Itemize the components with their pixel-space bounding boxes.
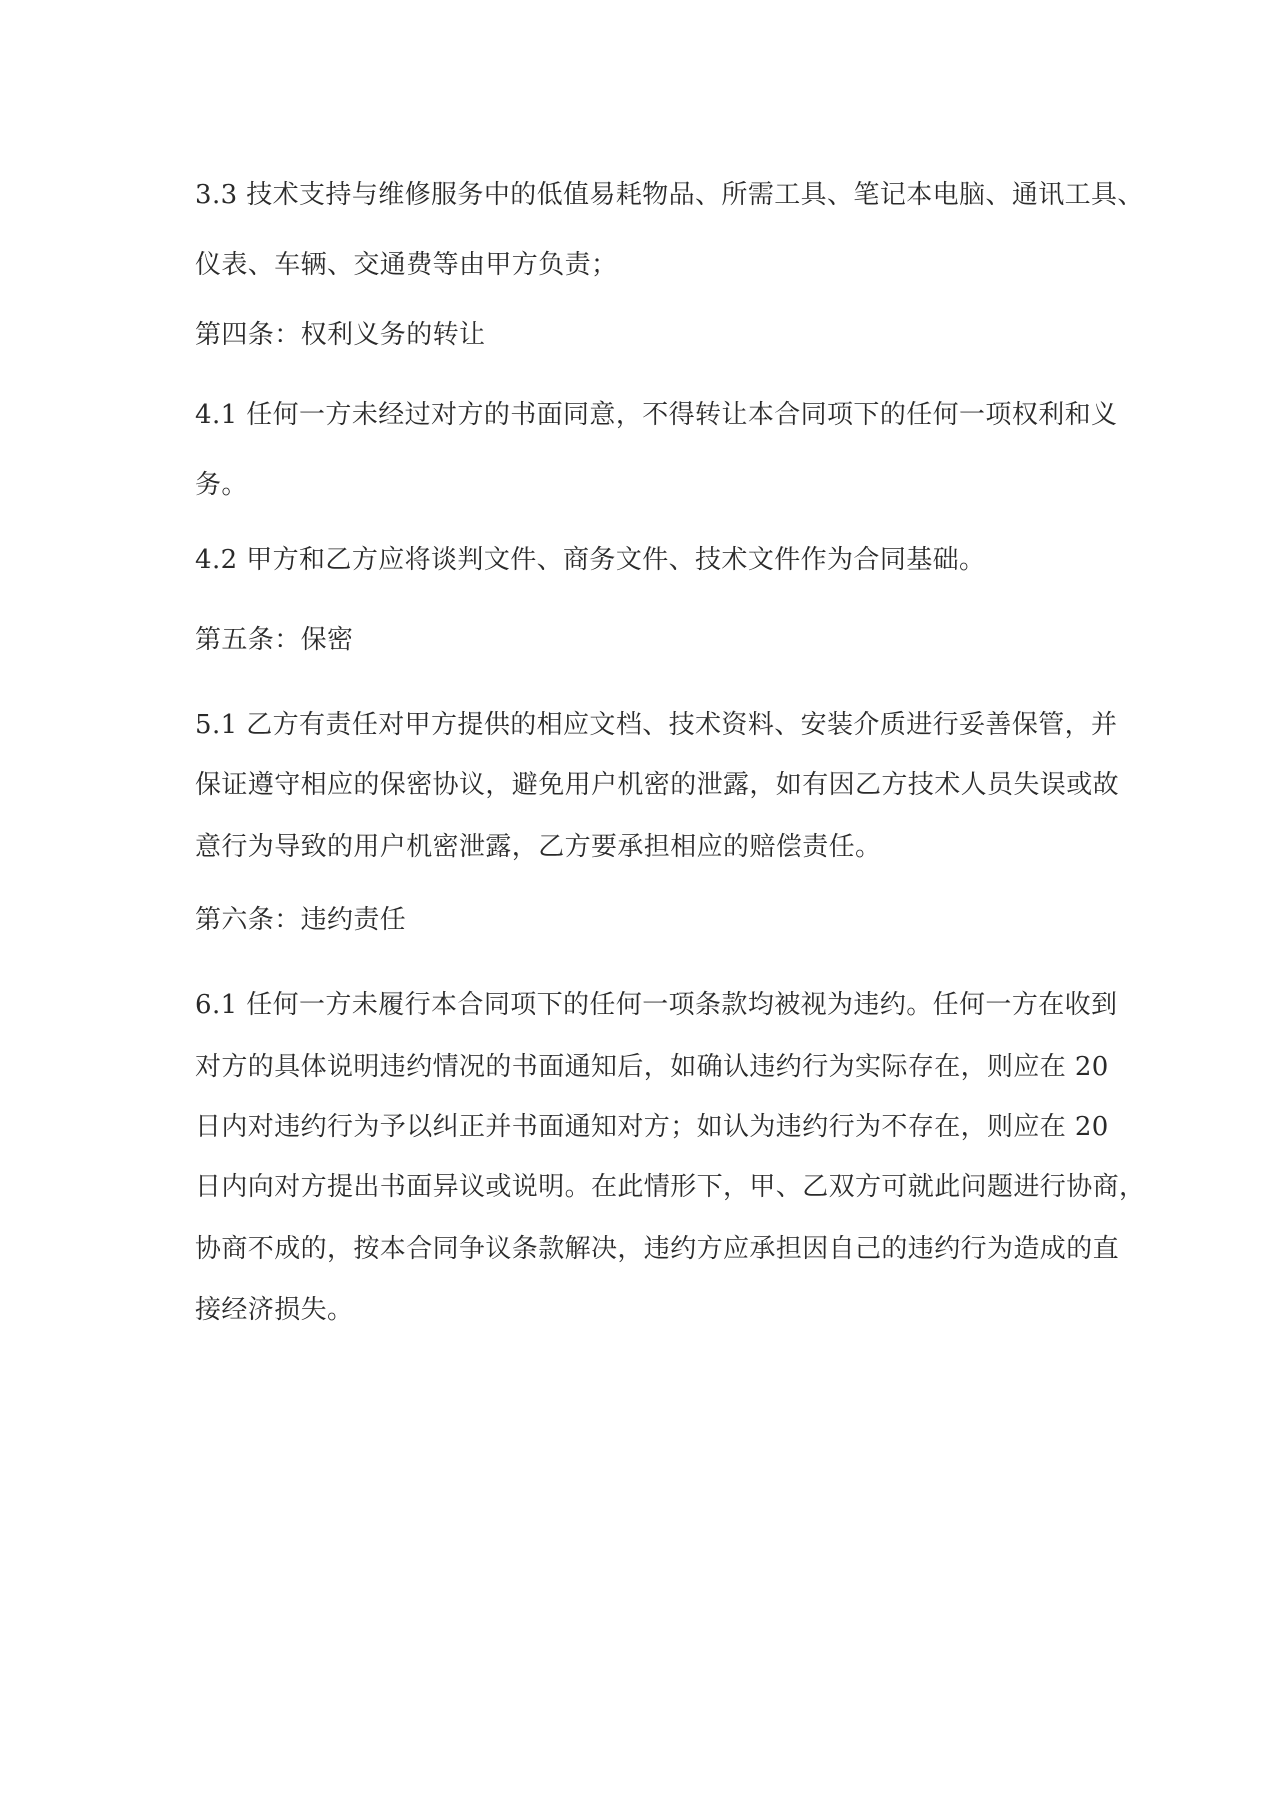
paragraph-line: 日内对违约行为予以纠正并书面通知对方；如认为违约行为不存在，则应在 20 — [195, 1112, 1109, 1142]
paragraph-line: 协商不成的，按本合同争议条款解决，违约方应承担因自己的违约行为造成的直 — [195, 1234, 1120, 1264]
heading-line: 第六条：违约责任 — [195, 905, 407, 935]
paragraph-line: 意行为导致的用户机密泄露，乙方要承担相应的赔偿责任。 — [195, 832, 882, 862]
paragraph-line: 4.2 甲方和乙方应将谈判文件、商务文件、技术文件作为合同基础。 — [195, 545, 986, 575]
paragraph-line: 日内向对方提出书面异议或说明。在此情形下，甲、乙双方可就此问题进行协商， — [195, 1172, 1146, 1202]
paragraph-line: 5.1 乙方有责任对甲方提供的相应文档、技术资料、安装介质进行妥善保管，并 — [195, 710, 1118, 740]
paragraph-line: 对方的具体说明违约情况的书面通知后，如确认违约行为实际存在，则应在 20 — [195, 1052, 1109, 1082]
paragraph-line: 保证遵守相应的保密协议，避免用户机密的泄露，如有因乙方技术人员失误或故 — [195, 770, 1120, 800]
heading-line: 第五条：保密 — [195, 625, 354, 655]
paragraph-line: 6.1 任何一方未履行本合同项下的任何一项条款均被视为违约。任何一方在收到 — [195, 990, 1118, 1020]
heading-line: 第四条：权利义务的转让 — [195, 320, 486, 350]
paragraph-line: 仪表、车辆、交通费等由甲方负责； — [195, 250, 618, 280]
paragraph-line: 接经济损失。 — [195, 1295, 354, 1325]
paragraph-line: 务。 — [195, 470, 248, 500]
paragraph-line: 3.3 技术支持与维修服务中的低值易耗物品、所需工具、笔记本电脑、通讯工具、 — [195, 180, 1144, 210]
paragraph-line: 4.1 任何一方未经过对方的书面同意，不得转让本合同项下的任何一项权利和义 — [195, 400, 1118, 430]
